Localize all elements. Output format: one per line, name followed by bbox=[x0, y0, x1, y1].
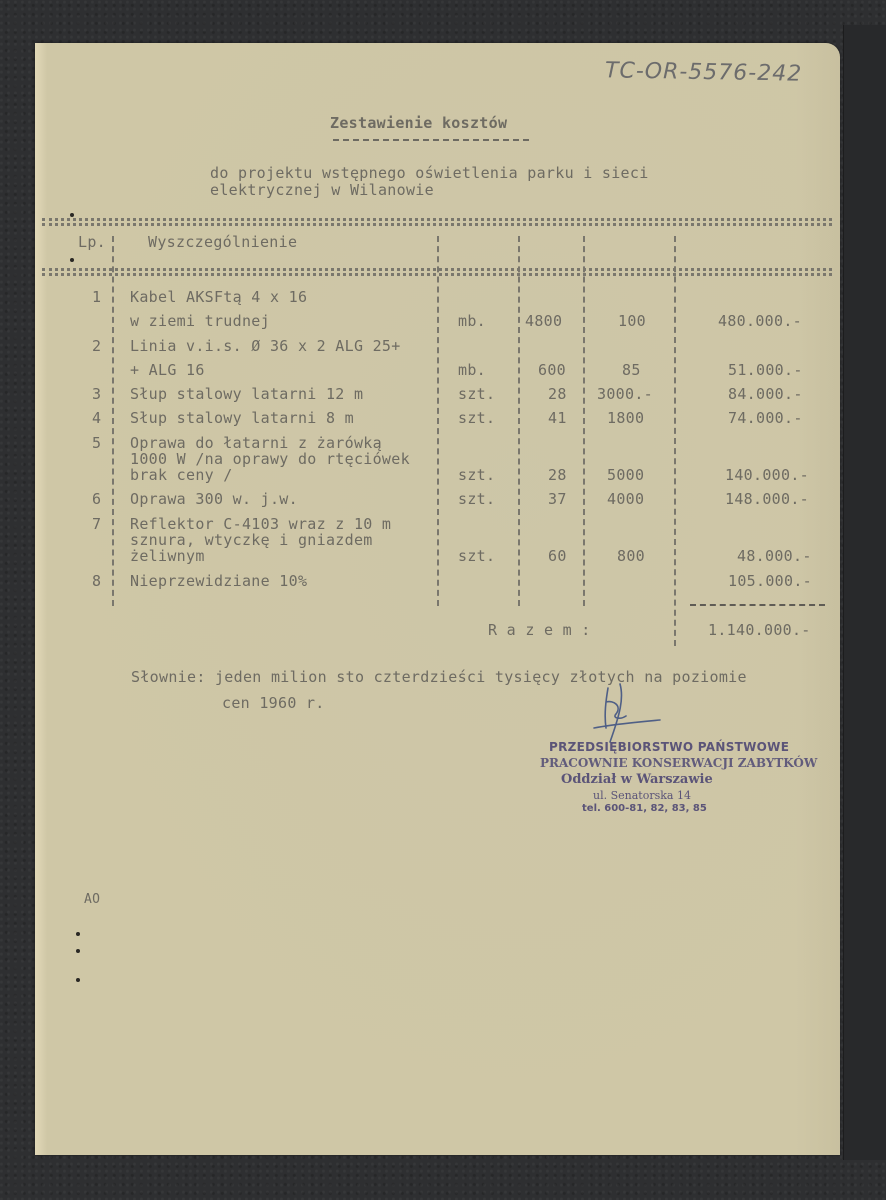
row-4-desc-1: Słup stalowy latarni 8 m bbox=[130, 409, 354, 427]
subtitle-line-1: do projektu wstępnego oświetlenia parku i sieci bbox=[210, 164, 649, 182]
punch-mark bbox=[70, 258, 74, 262]
row-7-price: 800 bbox=[617, 547, 645, 565]
column-divider-price bbox=[674, 236, 676, 646]
column-divider-lp bbox=[112, 236, 114, 606]
punch-mark bbox=[70, 213, 74, 217]
row-2-desc-1: Linia v.i.s. Ø 36 x 2 ALG 25+ bbox=[130, 337, 401, 355]
amount-in-words-line-1: Słownie: jeden milion sto czterdzieści tysięcy złotych na poziomie bbox=[131, 668, 747, 686]
row-6-price: 4000 bbox=[607, 490, 645, 508]
amount-in-words-line-2: cen 1960 r. bbox=[222, 694, 325, 712]
column-divider-qty bbox=[583, 236, 585, 606]
row-5-unit: szt. bbox=[458, 466, 496, 484]
margin-note: AO bbox=[84, 892, 101, 907]
row-2-desc-2: + ALG 16 bbox=[130, 361, 205, 379]
paper-fold bbox=[35, 43, 47, 1155]
row-5-qty: 28 bbox=[548, 466, 567, 484]
row-1-desc-1: Kabel AKSFtą 4 x 16 bbox=[130, 288, 308, 306]
binder-strip bbox=[843, 25, 886, 1160]
archive-number: TC-OR-5576-242 bbox=[604, 58, 803, 87]
row-5-price: 5000 bbox=[607, 466, 645, 484]
row-3-price: 3000.- bbox=[597, 385, 653, 403]
stamp-line-1: PRZEDSIĘBIORSTWO PAŃSTWOWE bbox=[549, 740, 790, 754]
row-5-desc-1: Oprawa do łatarni z żarówką bbox=[130, 434, 382, 452]
row-2-price: 85 bbox=[622, 361, 641, 379]
row-7-unit: szt. bbox=[458, 547, 496, 565]
row-3-qty: 28 bbox=[548, 385, 567, 403]
row-8-desc-1: Nieprzewidziane 10% bbox=[130, 572, 308, 590]
row-5-desc-3: brak ceny / bbox=[130, 466, 233, 484]
title-underline bbox=[333, 139, 529, 141]
stamp-line-5: tel. 600-81, 82, 83, 85 bbox=[582, 803, 707, 814]
total-rule bbox=[690, 604, 825, 606]
row-1-unit: mb. bbox=[458, 312, 486, 330]
punch-mark bbox=[76, 932, 80, 936]
row-4-value: 74.000.- bbox=[728, 409, 803, 427]
row-3-desc-1: Słup stalowy latarni 12 m bbox=[130, 385, 364, 403]
row-7-desc-1: Reflektor C-4103 wraz z 10 m bbox=[130, 515, 392, 533]
row-2-unit: mb. bbox=[458, 361, 486, 379]
row-7-value: 48.000.- bbox=[737, 547, 812, 565]
column-divider-unit bbox=[518, 236, 520, 606]
row-8-value: 105.000.- bbox=[728, 572, 812, 590]
row-6-value: 148.000.- bbox=[725, 490, 809, 508]
row-7-lp: 7 bbox=[92, 515, 102, 533]
row-6-qty: 37 bbox=[548, 490, 567, 508]
row-5-desc-2: 1000 W /na oprawy do rtęciówek bbox=[130, 450, 410, 468]
row-2-lp: 2 bbox=[92, 337, 102, 355]
total-value: 1.140.000.- bbox=[708, 621, 811, 639]
punch-mark bbox=[76, 949, 80, 953]
column-divider-desc bbox=[437, 236, 439, 606]
row-7-desc-2: sznura, wtyczkę i gniazdem bbox=[130, 531, 373, 549]
header-lp: Lp. bbox=[78, 233, 106, 251]
subtitle-line-2: elektrycznej w Wilanowie bbox=[210, 181, 434, 199]
row-4-qty: 41 bbox=[548, 409, 567, 427]
header-description: Wyszczególnienie bbox=[148, 233, 298, 251]
stamp-line-3: Oddział w Warszawie bbox=[561, 772, 713, 787]
table-top-rule bbox=[42, 218, 832, 221]
total-label: R a z e m : bbox=[488, 621, 591, 639]
stamp-line-2: PRACOWNIE KONSERWACJI ZABYTKÓW bbox=[540, 756, 818, 770]
row-1-price: 100 bbox=[618, 312, 646, 330]
row-1-value: 480.000.- bbox=[718, 312, 802, 330]
stamp-line-4: ul. Senatorska 14 bbox=[593, 789, 691, 802]
row-4-lp: 4 bbox=[92, 409, 102, 427]
row-1-qty: 4800 bbox=[525, 312, 563, 330]
row-8-lp: 8 bbox=[92, 572, 102, 590]
row-3-unit: szt. bbox=[458, 385, 496, 403]
row-1-lp: 1 bbox=[92, 288, 102, 306]
punch-mark bbox=[76, 978, 80, 982]
row-1-desc-2: w ziemi trudnej bbox=[130, 312, 270, 330]
document-title: Zestawienie kosztów bbox=[330, 114, 508, 132]
row-2-value: 51.000.- bbox=[728, 361, 803, 379]
row-4-price: 1800 bbox=[607, 409, 645, 427]
row-5-lp: 5 bbox=[92, 434, 102, 452]
row-6-desc-1: Oprawa 300 w. j.w. bbox=[130, 490, 298, 508]
row-6-lp: 6 bbox=[92, 490, 102, 508]
row-3-value: 84.000.- bbox=[728, 385, 803, 403]
row-7-qty: 60 bbox=[548, 547, 567, 565]
row-5-value: 140.000.- bbox=[725, 466, 809, 484]
row-3-lp: 3 bbox=[92, 385, 102, 403]
row-7-desc-3: żeliwnym bbox=[130, 547, 205, 565]
row-6-unit: szt. bbox=[458, 490, 496, 508]
row-2-qty: 600 bbox=[538, 361, 566, 379]
row-4-unit: szt. bbox=[458, 409, 496, 427]
